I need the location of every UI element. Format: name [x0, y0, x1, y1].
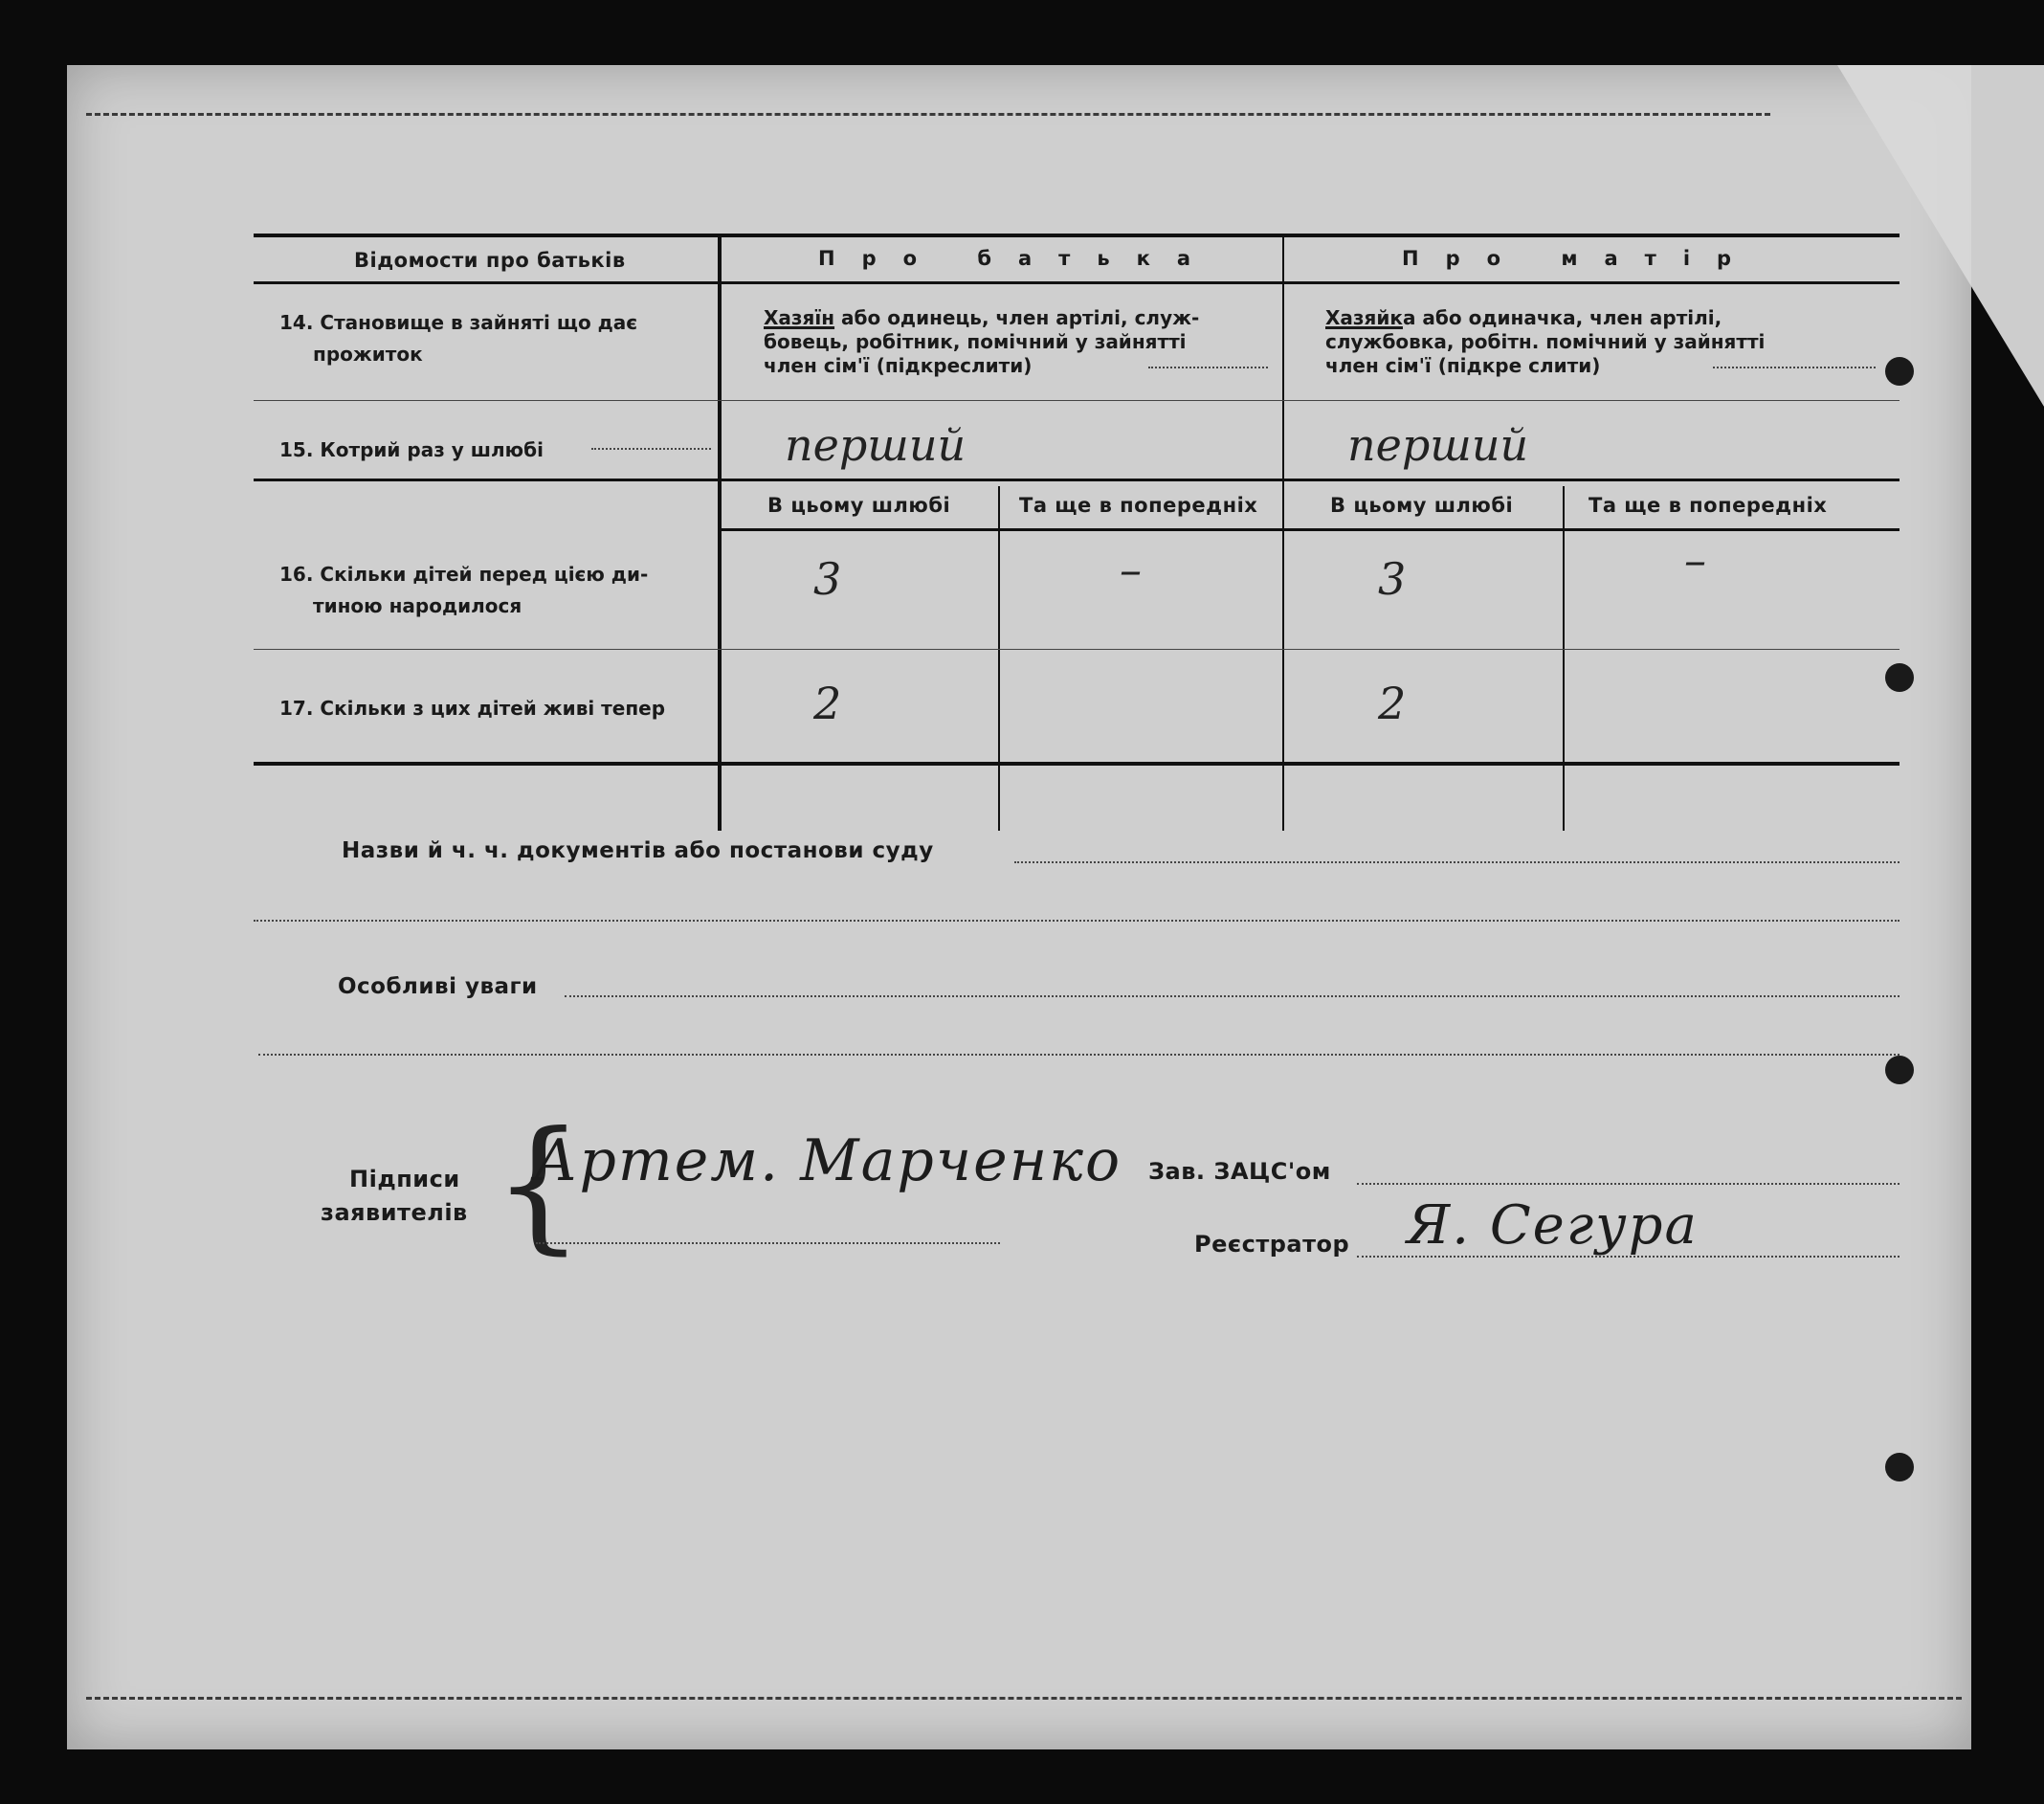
mother-subcolumn-divider	[1563, 486, 1565, 831]
row14-mother-line2: службовка, робітн. помічний у зайнятті	[1325, 330, 1766, 353]
row14-father-dotfill	[1148, 367, 1268, 368]
remarks-label: Особливі уваги	[338, 974, 538, 999]
parents-column-divider	[1282, 235, 1284, 831]
row17-label: 17. Скільки з цих дітей живі тепер	[279, 697, 666, 720]
binding-hole	[1885, 357, 1914, 386]
row16-mother-this: 3	[1378, 553, 1407, 605]
remarks-dotfill-2	[258, 1054, 1900, 1056]
subheader-bottom-rule	[722, 528, 1900, 531]
row16-label	[279, 563, 710, 618]
row14-father-underlined: Хазяїн	[764, 306, 835, 329]
row15-dotfill	[591, 448, 711, 450]
documents-dotfill-2	[254, 920, 1900, 922]
row14-label	[279, 311, 710, 367]
row16-mother-prev: –	[1684, 534, 1706, 586]
document-sheet	[67, 65, 1971, 1749]
header-bottom-rule	[254, 281, 1900, 284]
subheader-father-this: В цьому шлюбі	[767, 494, 951, 517]
father-subcolumn-divider	[998, 486, 1000, 831]
row14-label-line2: прожиток	[313, 343, 423, 366]
row15-label: 15. Котрий раз у шлюбі	[279, 438, 544, 461]
registrar-label: Реєстратор	[1194, 1231, 1350, 1258]
documents-dotfill-1	[1014, 861, 1900, 863]
subheader-father-prev: Та ще в попередніх	[1019, 494, 1258, 517]
row16-label-line1: 16. Скільки дітей перед цією ди-	[279, 563, 649, 586]
applicant-signature: Артем. Марченко	[534, 1127, 1122, 1194]
row14-father-line1: або одинець, член артілі, служ-	[841, 306, 1200, 329]
row14-father-line3: член сім'ї (підкреслити)	[764, 354, 1033, 377]
head-label: Зав. ЗАЦС'ом	[1148, 1158, 1331, 1185]
row14-mother-line1: а або одиначка, член артілі,	[1402, 306, 1722, 329]
row14-mother-dotfill	[1713, 367, 1876, 368]
header-mother: Про матір	[1402, 247, 1759, 270]
registrar-dotfill	[1357, 1256, 1900, 1258]
row14-mother-line3: член сім'ї (підкре слити)	[1325, 354, 1601, 377]
row16-father-prev: –	[1120, 544, 1142, 595]
subheader-mother-prev: Та ще в попередніх	[1589, 494, 1828, 517]
applicant-dotfill	[536, 1242, 1000, 1244]
signatures-label-line2: заявителів	[321, 1199, 468, 1226]
bottom-perforation	[86, 1697, 1962, 1700]
signatures-brace: {	[493, 1102, 585, 1268]
row15-mother-value: перший	[1347, 419, 1529, 471]
row17-father-this: 2	[813, 678, 842, 729]
binding-hole	[1885, 663, 1914, 692]
remarks-dotfill-1	[565, 995, 1900, 997]
header-col-label: Відомости про батьків	[354, 249, 626, 272]
row14-bottom-rule	[254, 400, 1900, 401]
signatures-label-line1: Підписи	[349, 1166, 460, 1192]
label-column-divider	[718, 235, 722, 831]
row14-father-line2: бовець, робітник, помічний у зайнятті	[764, 330, 1187, 353]
row16-label-line2: тиною народилося	[313, 594, 522, 617]
folded-corner	[1837, 65, 2044, 429]
table-bottom-rule	[254, 762, 1900, 766]
top-perforation	[86, 113, 1770, 116]
row16-bottom-rule	[254, 649, 1900, 650]
header-father: Про батька	[818, 247, 1218, 270]
row15-bottom-rule	[254, 479, 1900, 481]
row14-label-line1: 14. Становище в зайняті що дає	[279, 311, 638, 334]
row14-mother-underlined: Хазяйк	[1325, 306, 1403, 329]
binding-hole	[1885, 1453, 1914, 1481]
table-top-rule	[254, 234, 1900, 237]
head-dotfill	[1357, 1183, 1900, 1185]
row15-father-value: перший	[785, 419, 966, 471]
row17-mother-this: 2	[1378, 678, 1407, 729]
registrar-signature: Я. Сегура	[1407, 1194, 1699, 1257]
subheader-mother-this: В цьому шлюбі	[1330, 494, 1514, 517]
row16-father-this: 3	[813, 553, 842, 605]
binding-hole	[1885, 1056, 1914, 1084]
documents-label: Назви й ч. ч. документів або постанови суду	[342, 838, 934, 863]
